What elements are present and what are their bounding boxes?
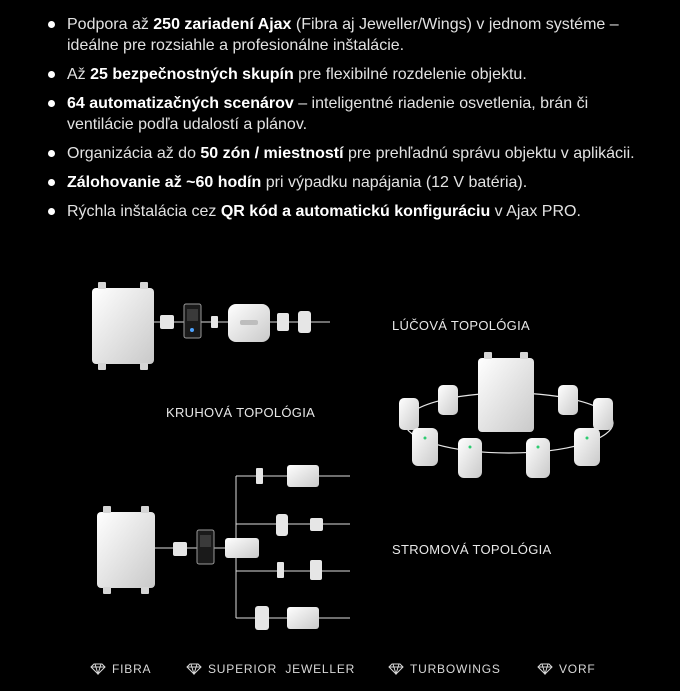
diamond-icon: [186, 663, 202, 675]
diamond-icon: [90, 663, 106, 675]
feature-fragment: Až: [67, 66, 91, 83]
motion-sensor: [298, 311, 311, 333]
hub-device: [478, 358, 534, 432]
ring-topology-diagram: [399, 352, 613, 478]
brand-turbowings: [388, 662, 501, 676]
line-splitter: [225, 538, 259, 558]
feature-highlight: Zálohovanie až ~60 hodín: [67, 174, 262, 191]
ring-topology-label: KRUHOVÁ TOPOLÓGIA: [166, 405, 316, 420]
feature-fragment: Organizácia až do: [67, 145, 201, 162]
junction-box: [160, 315, 174, 329]
feature-fragment: Rýchla inštalácia cez: [67, 203, 221, 220]
brand-name: SUPERIOR JEWELLER: [208, 662, 356, 676]
hub-device: [97, 512, 155, 588]
brand-superior-jeweller: [186, 662, 355, 676]
feature-fragment: (Fibra aj Jeweller/Wings) v jednom systéme – ideálne pre rozsiahle a profesionálne inštalácie.: [67, 16, 619, 54]
brand-fibra: [90, 662, 151, 676]
brand-name: FIBRA: [112, 662, 152, 676]
feature-highlight: 64 automatizačných scenárov: [67, 95, 294, 112]
feature-highlight: 25 bezpečnostných skupín: [90, 66, 294, 83]
brand-name: TURBOWINGS: [410, 662, 501, 676]
feature-fragment: pri výpadku napájania (12 V batéria).: [261, 174, 528, 191]
feature-highlight: 250 zariadení Ajax: [153, 16, 292, 33]
feature-highlight: QR kód a automatickú konfiguráciu: [220, 203, 491, 220]
relay-device: [277, 313, 289, 331]
ray-topology-label: LÚČOVÁ TOPOLÓGIA: [392, 318, 530, 333]
feature-highlight: 50 zón / miestností: [200, 145, 344, 162]
brand-footer: [0, 662, 680, 682]
feature-fragment: – inteligentné riadenie osvetlenia, brán či ventilácie podľa udalostí a plánov.: [67, 95, 589, 133]
ray-topology-diagram: [92, 282, 330, 370]
brand-name: VORF: [559, 662, 596, 676]
diamond-icon: [388, 663, 404, 675]
tree-topology-label: STROMOVÁ TOPOLÓGIA: [392, 542, 552, 557]
diamond-icon: [537, 663, 553, 675]
brand-vorf: [537, 662, 596, 676]
tree-topology-diagram: [97, 465, 350, 630]
contact-sensor: [211, 316, 218, 328]
feature-fragment: pre flexibilné rozdelenie objektu.: [293, 66, 527, 83]
feature-fragment: Podpora až: [67, 16, 154, 33]
hub-device: [92, 288, 154, 364]
feature-fragment: pre prehľadnú správu objektu v aplikácii.: [343, 145, 635, 162]
feature-fragment: v Ajax PRO.: [490, 203, 581, 220]
